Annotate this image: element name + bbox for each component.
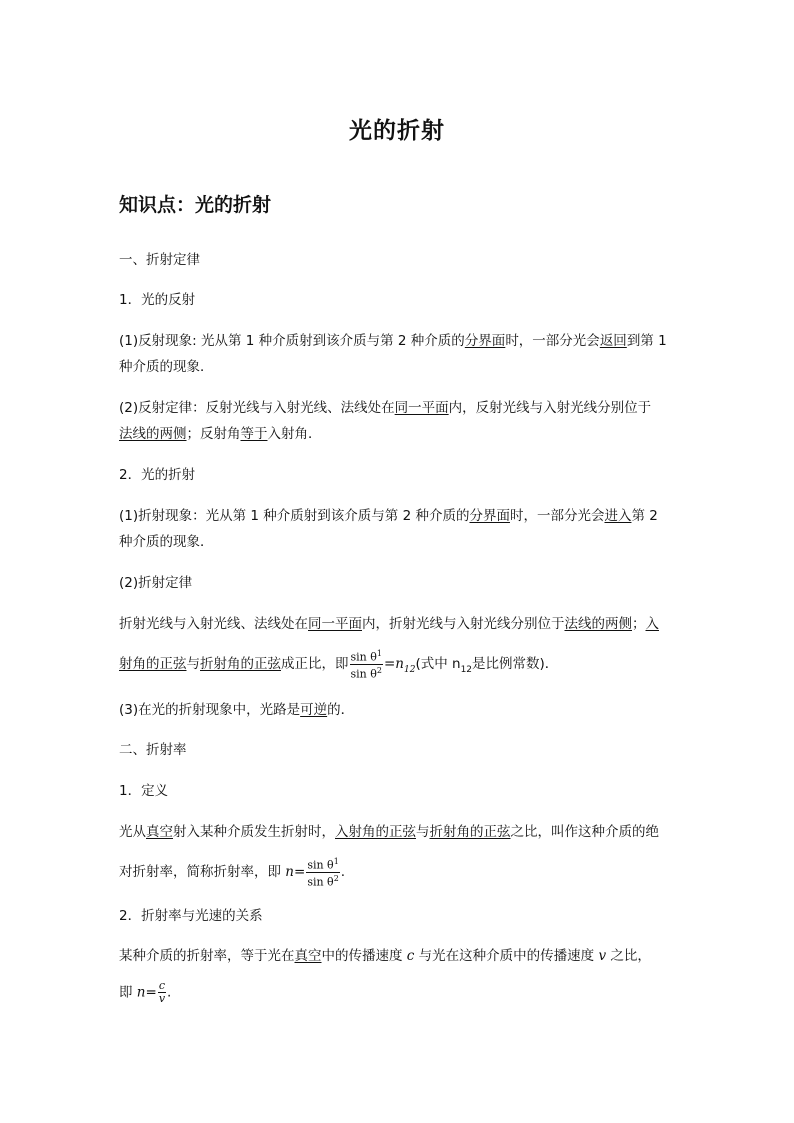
speed-ratio-fraction: $\frac{c}{v}$ [158,979,166,1005]
blank-answer: 入 [645,616,659,632]
blank-answer: 分界面 [464,333,506,349]
page-title: 光的折射 [349,118,445,144]
section-refraction-law: 一、折射定律 [119,252,200,268]
blank-answer: 可逆 [300,702,328,718]
paragraph-refraction-phenomenon: (1)折射现象：光从第 1 种介质射到该介质与第 2 种介质的分界面时，一部分光会进入第 2 [119,508,658,524]
blank-answer: 射角的正弦 [119,656,187,673]
blank-answer: 折射角的正弦 [429,824,511,840]
blank-answer: 分界面 [469,508,510,524]
paragraph-definition: 光从真空射入某种介质发生折射时，入射角的正弦与折射角的正弦之比，叫作这种介质的绝 [119,824,659,840]
blank-answer: 法线的两侧 [119,426,187,442]
blank-answer: 入射角的正弦 [335,824,416,840]
blank-answer: 同一平面 [308,616,362,632]
paragraph-refraction-law-heading: (2)折射定律 [119,575,193,591]
paragraph-reversibility: (3)在光的折射现象中，光路是可逆的． [119,702,355,718]
subsection-refraction: 2．光的折射 [119,467,196,483]
subsection-definition: 1．定义 [119,783,169,799]
blank-answer: 折射角的正弦 [200,656,281,673]
blank-answer: 法线的两侧 [564,616,632,632]
section-heading: 知识点：光的折射 [119,194,272,216]
paragraph-reflection-law: (2)反射定律：反射光线与入射光线、法线处在同一平面内，反射光线与入射光线分别位于 [119,400,652,416]
section-refractive-index: 二、折射率 [119,742,187,758]
blank-answer: 进入 [604,508,632,524]
sine-ratio-fraction: $\frac{\sin \theta^1}{\sin \theta^2}$ [350,649,382,681]
blank-answer: 返回 [599,333,627,349]
subsection-speed-relation: 2．折射率与光速的关系 [119,908,263,924]
paragraph-line: 种介质的现象． [119,359,214,375]
blank-answer: 同一平面 [394,400,449,416]
paragraph-line: 法线的两侧；反射角等于入射角． [119,426,322,442]
blank-answer: 真空 [146,824,173,840]
subsection-reflection: 1．光的反射 [119,292,196,308]
paragraph-reflection-phenomenon: (1)反射现象: 光从第 1 种介质射到该介质与第 2 种介质的分界面时，一部分光会返回到第 1 [119,333,667,349]
paragraph-line: 种介质的现象． [119,534,214,550]
paragraph-speed-relation: 某种介质的折射率，等于光在真空中的传播速度 c 与光在这种介质中的传播速度 v 之比， [119,948,651,964]
paragraph-line-formula: 射角的正弦与折射角的正弦成正比，即 $\frac{\sin \theta^1}{\sin \theta^2}$ $=n_{12}$(式中 $n_{12}$是比例常数)． [119,649,559,681]
refractive-index-fraction: $\frac{\sin \theta^1}{\sin \theta^2}$ [307,857,339,889]
paragraph-refraction-law: 折射光线与入射光线、法线处在同一平面内，折射光线与入射光线分别位于法线的两侧；入 [119,616,659,632]
paragraph-line-formula: 对折射率，简称折射率，即 n= $\frac{\sin \theta^1}{\sin \theta^2}$ . [119,857,346,889]
paragraph-line-formula: 即 n= $\frac{c}{v}$ . [119,979,172,1005]
blank-answer: 真空 [294,948,322,964]
blank-answer: 等于 [240,426,268,442]
